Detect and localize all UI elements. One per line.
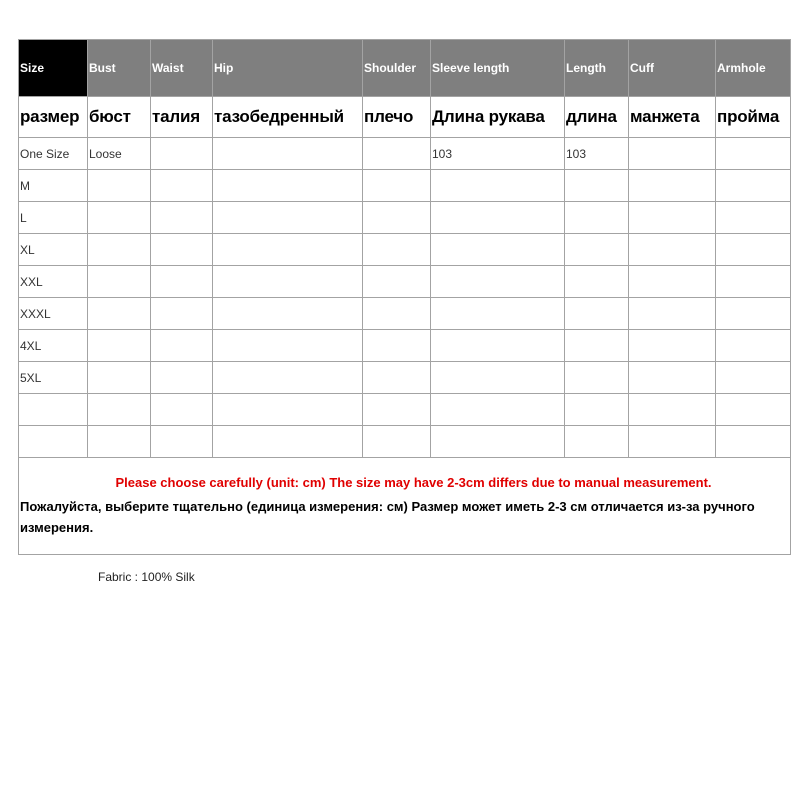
table-cell	[716, 138, 791, 170]
table-cell	[213, 362, 363, 394]
size-cell: 5XL	[19, 362, 88, 394]
size-cell: XXXL	[19, 298, 88, 330]
header-row-english	[19, 40, 791, 97]
table-row	[19, 138, 791, 170]
table-row	[19, 266, 791, 298]
table-cell	[629, 170, 716, 202]
table-cell	[629, 394, 716, 426]
table-cell	[716, 394, 791, 426]
table-cell	[213, 426, 363, 458]
table-cell	[88, 234, 151, 266]
header-ru-hip: тазобедренный	[213, 97, 363, 138]
table-row	[19, 330, 791, 362]
header-hip: Hip	[213, 40, 363, 97]
table-cell	[565, 330, 629, 362]
table-cell	[431, 330, 565, 362]
table-row	[19, 394, 791, 426]
table-cell	[88, 202, 151, 234]
table-cell	[363, 362, 431, 394]
table-cell	[629, 426, 716, 458]
table-cell: 103	[565, 138, 629, 170]
table-row	[19, 234, 791, 266]
table-cell	[629, 202, 716, 234]
note-cell	[19, 458, 791, 555]
table-cell	[363, 234, 431, 266]
size-cell: L	[19, 202, 88, 234]
table-cell	[431, 170, 565, 202]
note-english: Please choose carefully (unit: cm) The size may have 2-3cm differs due to manual measurement.	[115, 474, 712, 490]
table-cell	[565, 266, 629, 298]
table-cell	[629, 330, 716, 362]
header-waist: Waist	[151, 40, 213, 97]
table-cell	[565, 426, 629, 458]
table-cell	[431, 362, 565, 394]
table-cell	[151, 170, 213, 202]
table-cell	[431, 266, 565, 298]
table-cell	[716, 362, 791, 394]
header-row-russian	[19, 97, 791, 138]
header-ru-cuff: манжета	[629, 97, 716, 138]
table-cell	[363, 330, 431, 362]
table-cell	[88, 330, 151, 362]
note-row	[19, 458, 791, 555]
table-cell: Loose	[88, 138, 151, 170]
table-cell	[151, 426, 213, 458]
table-cell	[716, 266, 791, 298]
table-row	[19, 170, 791, 202]
table-cell	[716, 202, 791, 234]
table-cell	[151, 330, 213, 362]
table-cell	[88, 298, 151, 330]
table-cell: 103	[431, 138, 565, 170]
table-cell	[431, 202, 565, 234]
table-cell	[213, 330, 363, 362]
header-ru-length: длина	[565, 97, 629, 138]
size-chart-table	[18, 39, 791, 555]
table-row	[19, 298, 791, 330]
header-cuff: Cuff	[629, 40, 716, 97]
table-cell	[629, 298, 716, 330]
table-cell	[629, 266, 716, 298]
table-cell	[716, 426, 791, 458]
table-cell	[565, 234, 629, 266]
table-cell	[565, 394, 629, 426]
header-ru-bust: бюст	[88, 97, 151, 138]
table-cell	[431, 234, 565, 266]
table-row	[19, 362, 791, 394]
size-cell: 4XL	[19, 330, 88, 362]
header-ru-armhole: пройма	[716, 97, 791, 138]
table-cell	[151, 298, 213, 330]
table-cell	[88, 394, 151, 426]
header-ru-shoulder: плечо	[363, 97, 431, 138]
table-cell	[363, 138, 431, 170]
table-cell	[716, 234, 791, 266]
table-cell	[431, 298, 565, 330]
size-cell: XL	[19, 234, 88, 266]
table-cell	[88, 170, 151, 202]
table-cell	[213, 394, 363, 426]
table-cell	[151, 266, 213, 298]
header-ru-size: размер	[19, 97, 88, 138]
table-row	[19, 426, 791, 458]
table-cell	[629, 362, 716, 394]
table-cell	[151, 138, 213, 170]
table-cell	[151, 202, 213, 234]
table-cell	[213, 202, 363, 234]
table-cell	[151, 362, 213, 394]
table-cell	[363, 298, 431, 330]
table-cell	[716, 330, 791, 362]
table-cell	[716, 170, 791, 202]
table-cell	[629, 234, 716, 266]
table-cell	[363, 266, 431, 298]
table-cell	[565, 170, 629, 202]
size-cell	[19, 426, 88, 458]
size-cell	[19, 394, 88, 426]
header-shoulder: Shoulder	[363, 40, 431, 97]
table-cell	[431, 394, 565, 426]
table-cell	[565, 362, 629, 394]
table-cell	[716, 298, 791, 330]
table-cell	[213, 266, 363, 298]
header-sleeve-length: Sleeve length	[431, 40, 565, 97]
table-cell	[363, 170, 431, 202]
header-size: Size	[19, 40, 88, 97]
header-length: Length	[565, 40, 629, 97]
note-russian: Пожалуйста, выберите тщательно (единица измерения: см) Размер может иметь 2-3 см отличается из-за ручного измерения.	[20, 498, 755, 535]
table-cell	[565, 202, 629, 234]
table-cell	[213, 170, 363, 202]
header-armhole: Armhole	[716, 40, 791, 97]
header-ru-waist: талия	[151, 97, 213, 138]
table-cell	[88, 362, 151, 394]
table-cell	[151, 234, 213, 266]
size-cell: One Size	[19, 138, 88, 170]
table-row	[19, 202, 791, 234]
table-cell	[431, 426, 565, 458]
size-cell: XXL	[19, 266, 88, 298]
fabric-info: Fabric : 100% Silk	[98, 570, 195, 584]
header-bust: Bust	[88, 40, 151, 97]
table-cell	[565, 298, 629, 330]
table-cell	[363, 202, 431, 234]
table-cell	[363, 426, 431, 458]
table-cell	[88, 426, 151, 458]
table-cell	[213, 138, 363, 170]
size-cell: M	[19, 170, 88, 202]
header-ru-sleeve-length: Длина рукава	[431, 97, 565, 138]
table-cell	[629, 138, 716, 170]
table-cell	[213, 234, 363, 266]
table-cell	[363, 394, 431, 426]
table-cell	[213, 298, 363, 330]
table-cell	[151, 394, 213, 426]
table-cell	[88, 266, 151, 298]
